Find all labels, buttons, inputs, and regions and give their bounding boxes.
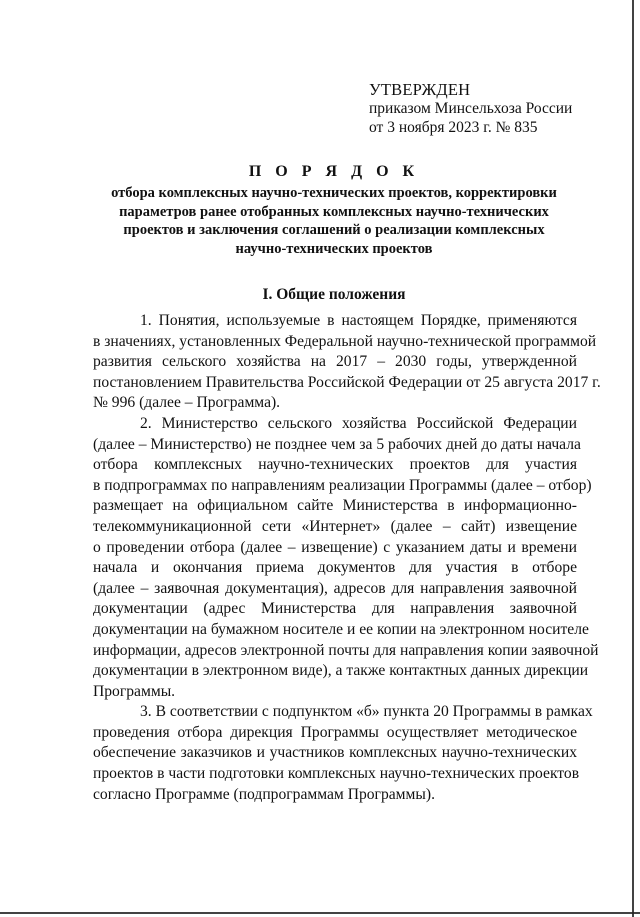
scan-edge-bottom xyxy=(0,912,640,914)
paragraph-line: проектов в части подготовки комплексных научно-технических проектов xyxy=(93,765,580,783)
paragraph-line: в подпрограммах по направлениям реализации Программы (далее – отбор) xyxy=(93,476,592,494)
paragraph-line: 3. В соответствии с подпунктом «б» пункта 20 Программы в рамках xyxy=(140,703,593,721)
paragraph-line: начала и окончания приема документов для участия в отборе xyxy=(93,559,577,577)
paragraph-line: размещает на официальном сайте Министерства в информационно- xyxy=(93,497,577,515)
paragraph-line: документации в электронном виде), а также контактных данных дирекции xyxy=(93,662,589,680)
paragraph-line: постановлением Правительства Российской Федерации от 25 августа 2017 г. xyxy=(93,373,601,391)
paragraph-line: (далее – Министерство) не позднее чем за 5 рабочих дней до даты начала xyxy=(93,435,581,453)
paragraph-line: 2. Министерство сельского хозяйства Российской Федерации xyxy=(140,414,577,432)
paragraph-line: телекоммуникационной сети «Интернет» (далее – сайт) извещение xyxy=(93,517,577,535)
paragraph-3 xyxy=(93,702,593,805)
paragraph-line: (далее – заявочная документация), адресов для направления заявочной xyxy=(93,579,577,597)
paragraph-line: документации (адрес Министерства для направления заявочной xyxy=(93,600,577,618)
paragraph-line: информации, адресов электронной почты для направления копии заявочной xyxy=(93,641,599,659)
title-main: П О Р Я Д О К xyxy=(248,163,420,180)
paragraph-line: о проведении отбора (далее – извещение) с указанием даты и времени xyxy=(93,538,577,556)
section-heading: I. Общие положения xyxy=(262,286,406,303)
document-title xyxy=(70,162,598,258)
paragraph-line: проведения отбора дирекция Программы осуществляет методическое xyxy=(93,723,577,741)
paragraph-line: 1. Понятия, используемые в настоящем Порядке, применяются xyxy=(140,312,577,329)
paragraph-2 xyxy=(93,414,599,702)
paragraph-1 xyxy=(93,311,601,414)
title-subtitle-line: параметров ранее отобранных комплексных научно-технических xyxy=(119,203,549,220)
paragraph-line: в значениях, установленных Федеральной научно-технической программой xyxy=(93,332,597,350)
paragraph-line: развития сельского хозяйства на 2017 – 2030 годы, утвержденной xyxy=(93,353,577,371)
approval-block xyxy=(369,80,609,137)
title-subtitle-line: отбора комплексных научно-технических проектов, корректировки xyxy=(111,185,557,201)
document-body xyxy=(93,311,601,805)
approval-date-number: от 3 ноября 2023 г. № 835 xyxy=(369,119,538,136)
paragraph-line: Программы. xyxy=(93,682,176,700)
paragraph-line: документации на бумажном носителе и ее копии на электронном носителе xyxy=(93,620,589,638)
scan-edge-right xyxy=(632,0,634,917)
title-subtitle-line: научно-технических проектов xyxy=(235,240,433,257)
title-subtitle-line: проектов и заключения соглашений о реализации комплексных xyxy=(123,222,545,238)
paragraph-line: отбора комплексных научно-технических проектов для участия xyxy=(93,456,577,474)
paragraph-line: № 996 (далее – Программа). xyxy=(93,394,281,412)
title-subtitle xyxy=(70,184,598,258)
approval-order: приказом Минсельхоза России xyxy=(369,100,573,117)
paragraph-line: обеспечение заказчиков и участников комплексных научно-технических xyxy=(93,744,577,762)
paragraph-line: согласно Программе (подпрограммам Программы). xyxy=(93,785,435,803)
approval-heading: УТВЕРЖДЕН xyxy=(369,80,471,99)
